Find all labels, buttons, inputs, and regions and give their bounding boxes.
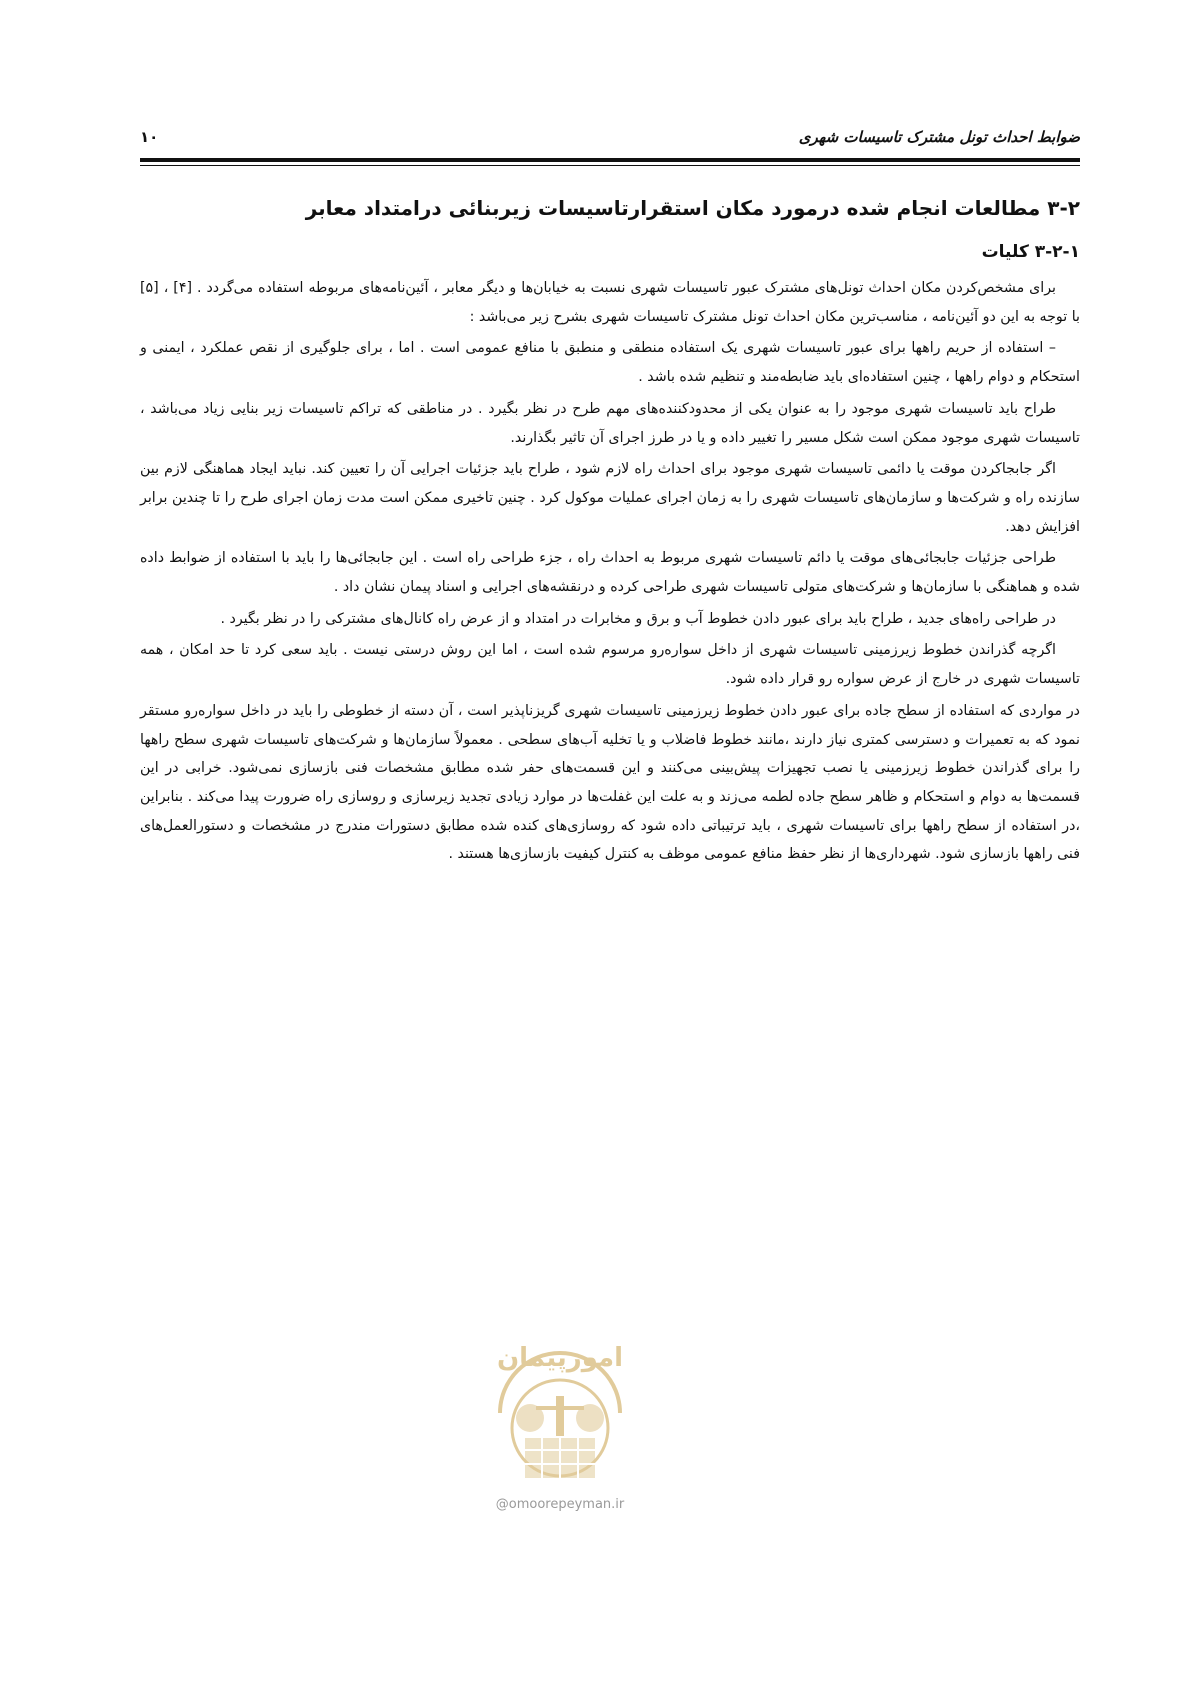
header-rule-thick <box>140 158 1080 162</box>
paragraph: در طراحی راه‌های جدید ، طراح باید برای عبور دادن خطوط آب و برق و مخابرات در امتداد و از عرض راه کانال‌های مشترکی را در نظر بگیرد . <box>220 610 1056 627</box>
paragraph: اگرچه گذراندن خطوط زیرزمینی تاسیسات شهری از داخل سواره‌رو مرسوم شده است ، اما این روش درستی نیست . باید سعی کرد تا حد امکان ، همه تاسیسات شهری در خارج از عرض سواره رو قرار داده شود. <box>140 642 1080 688</box>
section-heading: ۳-۲ مطالعات انجام شده درمورد مکان استقرارتاسیسات زیربنائی درامتداد معابر <box>305 196 1080 220</box>
header-rule-thin <box>140 165 1080 166</box>
paragraph: – استفاده از حریم راهها برای عبور تاسیسات شهری یک استفاده منطقی و منطبق با منافع عمومی است . اما ، برای جلوگیری از نقص عملکرد ، ایمنی و استحکام و دوام راهها ، چنین استفاده‌ای باید ضابطه‌مند و تنظیم شده باشد . <box>140 340 1080 386</box>
paragraph: در مواردی که استفاده از سطح جاده برای عبور دادن خطوط زیرزمینی تاسیسات شهری گریزناپذیر است ، آن دسته از خطوطی را باید در داخل سواره‌رو مستقر نمود که به تعمیرات و دسترسی کمتری نیاز دارند ،مانند خطوط فاضلاب و یا تخلیه آب‌های سطحی . معمولاً سازمان‌ها و شرکت‌های تاسیسات شهری سطح راهها را برای گذراندن خطوط زیرزمینی یا نصب تجهیزات پیش‌بینی می‌کنند و این قسمت‌های حفر شده مطابق مشخصات فنی بازسازی نمی‌شود. خرابی در این قسمت‌ها به دوام و استحکام و ظاهر سطح جاده لطمه می‌زند و به علت این غفلت‌ها در موارد زیادی تجدید زیرسازی و روسازی راه ضرورت پیدا می‌کند . بنابراین ،در استفاده از سطح راهها برای تاسیسات شهری ، باید ترتیباتی داده شود که روسازی‌های کنده شده مطابق دستورات مندرج در مشخصات و دستورالعمل‌های فنی راهها بازسازی شود. شهرداری‌ها از نظر حفظ منافع عمومی موظف به کنترل کیفیت بازسازی‌ها هستند . <box>140 702 1080 863</box>
watermark-url: @omoorepeyman.ir <box>495 1497 625 1512</box>
page-number: ۱۰ <box>140 128 159 146</box>
watermark-logo <box>470 1318 650 1498</box>
subsection-heading: ۳-۲-۱ کلیات <box>981 242 1080 262</box>
paragraph: طراح باید تاسیسات شهری موجود را به عنوان یکی از محدودکننده‌های مهم طرح در نظر بگیرد . در مناطقی که تراکم تاسیسات زیر بنایی زیاد می‌باشد ، تاسیسات شهری موجود ممکن است شکل مسیر را تغییر داده و یا در طرز اجرای آن تاثیر بگذارند. <box>140 400 1080 446</box>
paragraph: اگر جابجاکردن موقت یا دائمی تاسیسات شهری موجود برای احداث راه لازم شود ، طراح باید جزئیات اجرایی آن را تعیین کند. نباید ایجاد هماهنگی لازم بین سازنده راه و شرکت‌ها و سازمان‌های تاسیسات شهری را به زمان اجرای عملیات موکول کرد . چنین تاخیری ممکن است مدت زمان اجرای طرح را تا چندین برابر افزایش دهد. <box>140 461 1080 535</box>
watermark-logo-text: امورپیمان <box>496 1343 624 1373</box>
running-header-title: ضوابط احداث تونل مشترک تاسیسات شهری <box>798 128 1080 146</box>
paragraph: برای مشخص‌کردن مکان احداث تونل‌های مشترک عبور تاسیسات شهری نسبت به خیابان‌ها و دیگر معابر ، آئین‌نامه‌های مربوطه استفاده می‌گردد . [۴] ، [۵] با توجه به این دو آئین‌نامه ، مناسب‌ترین مکان احداث تونل مشترک تاسیسات شهری بشرح زیر می‌باشد : <box>140 280 1080 325</box>
running-header <box>140 128 1080 150</box>
body-text <box>140 196 1080 872</box>
paragraph: طراحی جزئیات جابجائی‌های موقت یا دائم تاسیسات شهری مربوط به احداث راه ، جزء طراحی راه است . این جابجائی‌ها را باید با استفاده از ضوابط داده شده و هماهنگی با سازمان‌ها و شرکت‌های متولی تاسیسات شهری طراحی کرده و درنقشه‌های اجرایی و اسناد پیمان نشان داد . <box>140 550 1080 596</box>
